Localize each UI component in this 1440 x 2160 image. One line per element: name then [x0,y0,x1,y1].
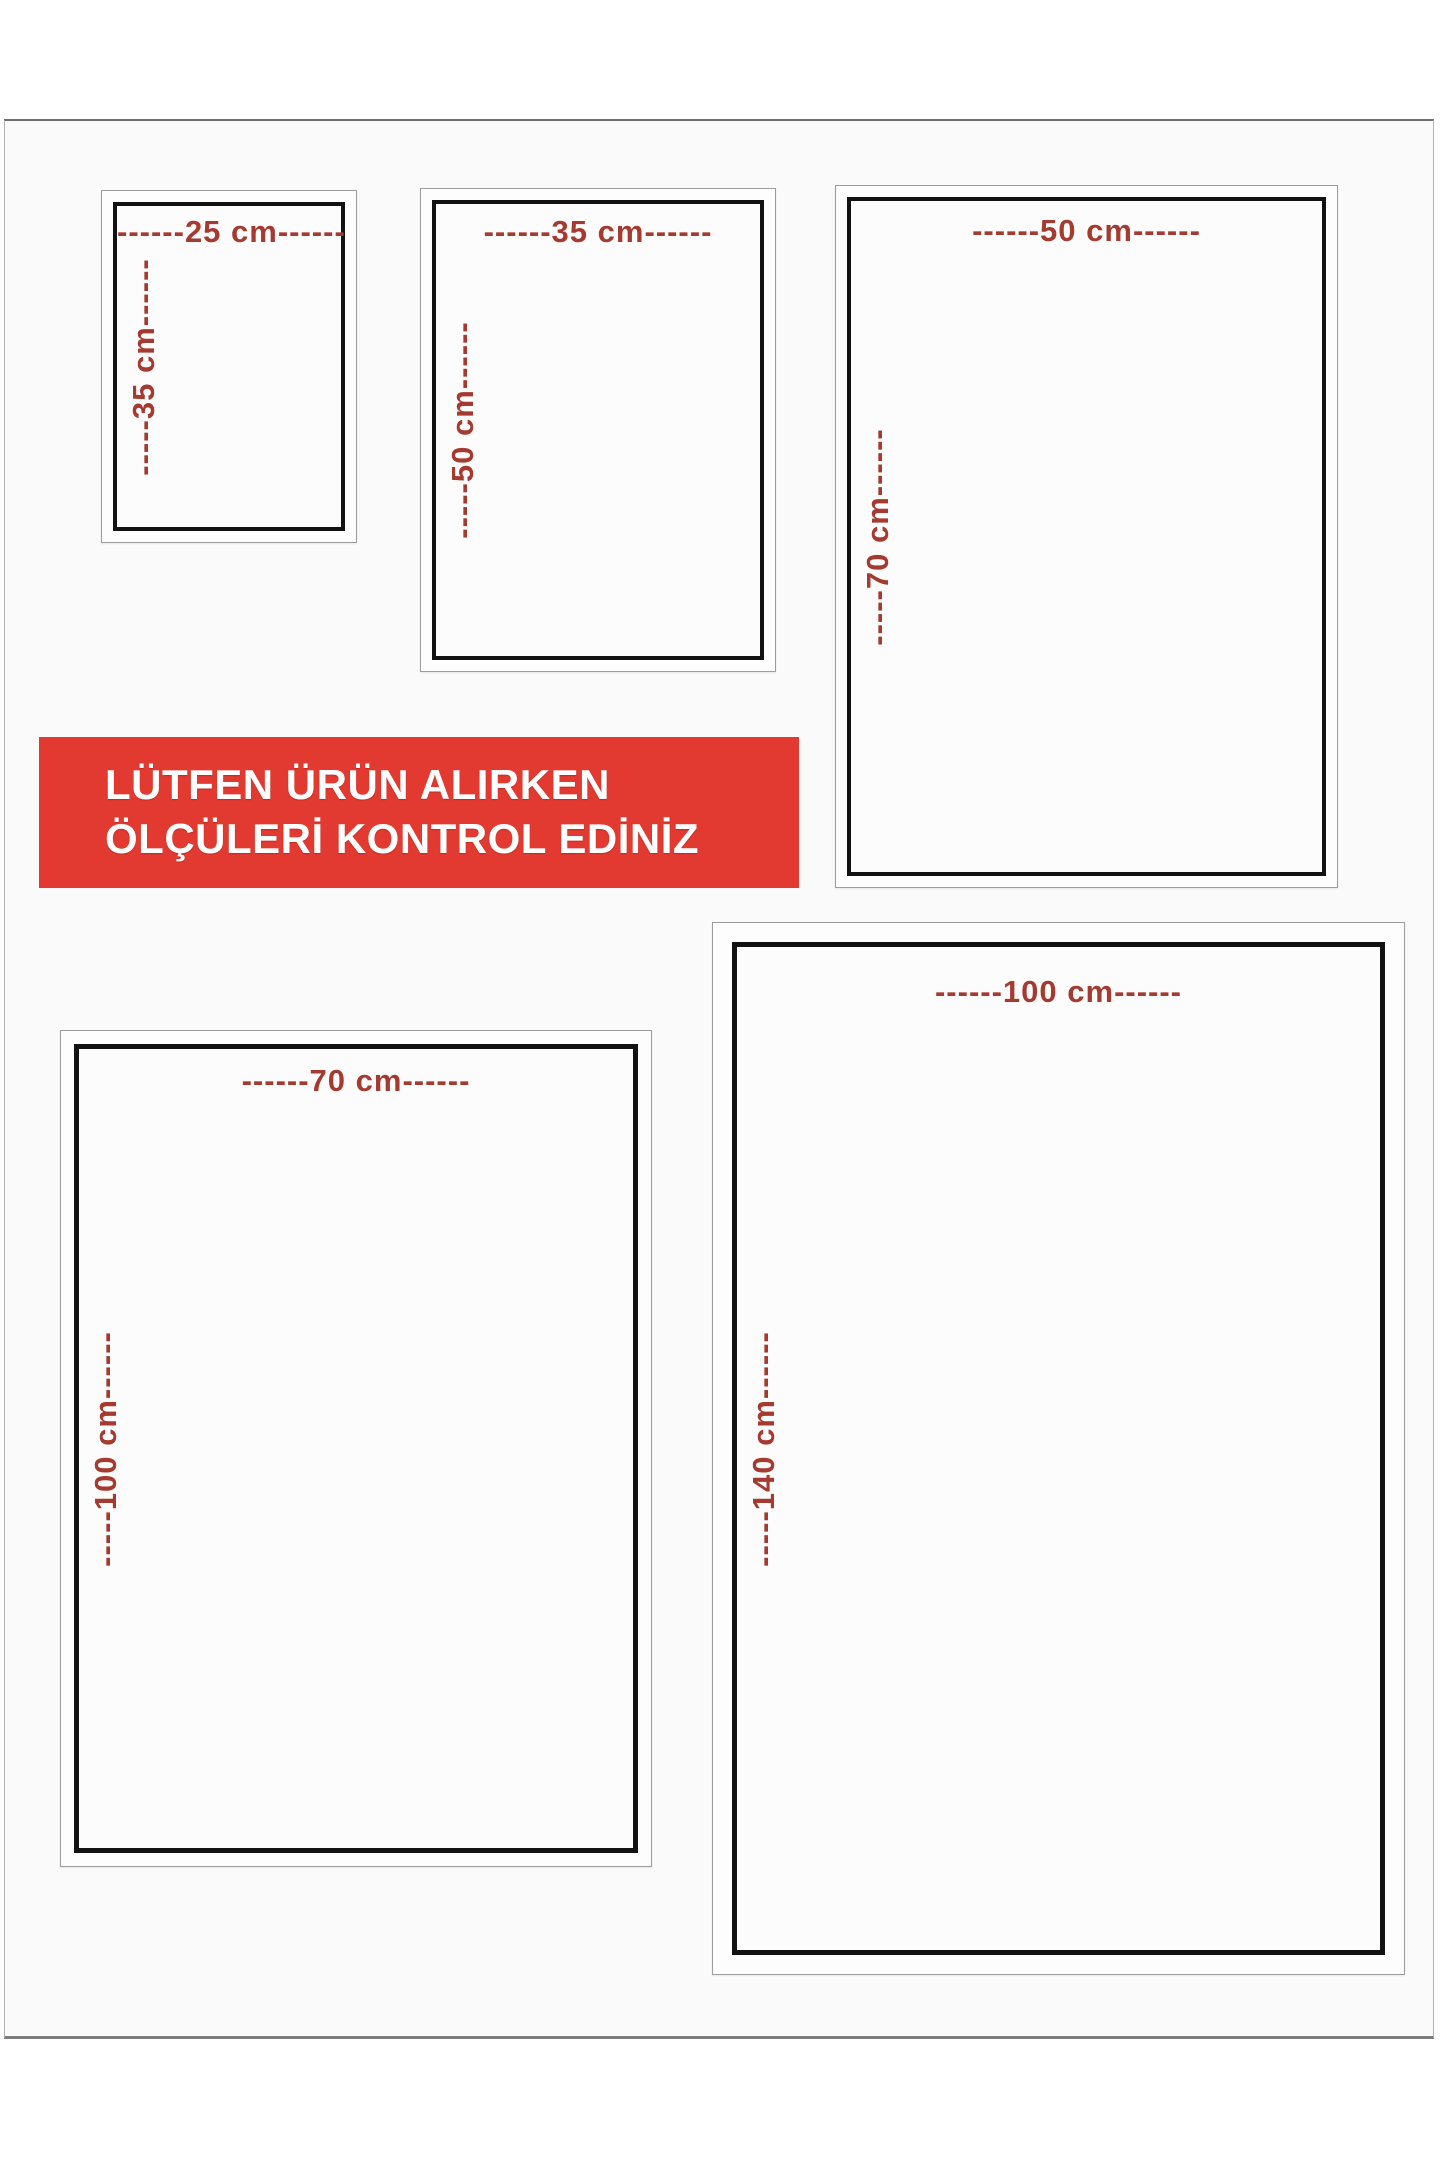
frame-inner-border [732,942,1385,1955]
frame-inner-border [432,200,764,660]
width-dimension-label: ------35 cm------ [483,214,713,249]
width-dimension-label: ------25 cm------ [117,214,346,249]
size-frame-100x140 [712,922,1405,1975]
height-dimension-label: -----140 cm------ [746,1330,781,1567]
size-frame-25x35 [101,190,357,543]
size-frame-70x100 [60,1030,652,1867]
height-dimension-label: -----50 cm------ [445,321,480,539]
height-dimension-label: -----70 cm------ [860,427,895,646]
banner-line-1: LÜTFEN ÜRÜN ALIRKEN [105,761,610,808]
frame-inner-border [74,1044,638,1853]
height-dimension-label: -----35 cm------ [126,257,161,476]
width-dimension-label: ------100 cm------ [934,974,1183,1009]
banner-line-2: ÖLÇÜLERİ KONTROL EDİNİZ [105,815,700,862]
size-frame-35x50 [420,188,776,672]
height-dimension-label: -----100 cm------ [88,1330,123,1567]
frame-inner-border [113,202,345,531]
width-dimension-label: ------70 cm------ [241,1063,471,1098]
notice-banner [39,737,799,888]
size-frame-50x70 [835,185,1338,888]
width-dimension-label: ------50 cm------ [972,213,1201,248]
frame-inner-border [847,197,1326,876]
